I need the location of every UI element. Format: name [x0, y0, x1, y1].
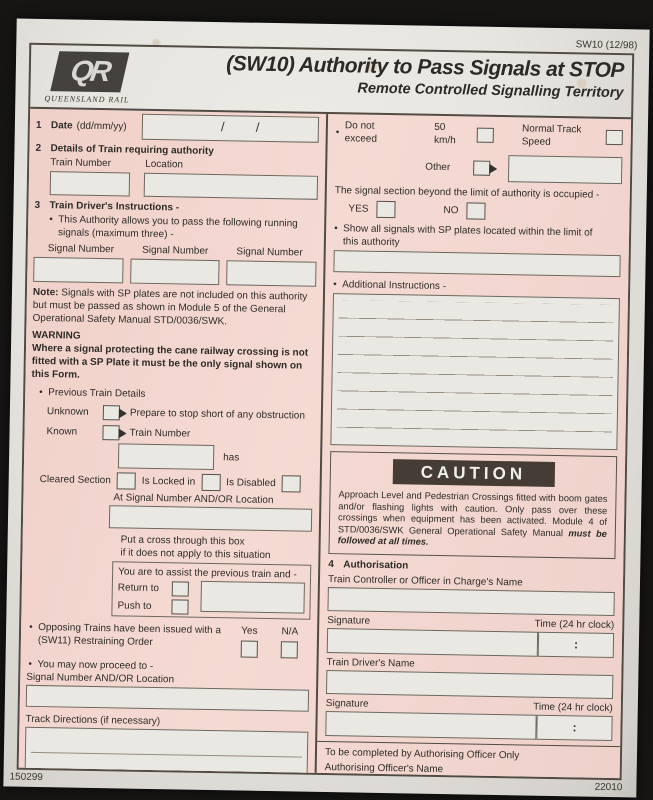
- title-block: [152, 47, 632, 101]
- driver-time-input[interactable]: [537, 714, 613, 740]
- additional-instructions-input[interactable]: [330, 293, 620, 450]
- signal-number-inputs: [33, 257, 316, 287]
- sp-plates-input[interactable]: [333, 250, 620, 277]
- section-1-number: 1: [35, 119, 42, 131]
- previous-train-bullet: [39, 386, 314, 404]
- form-subtitle: Remote Controlled Signalling Territory: [357, 80, 624, 102]
- officer-name-label: Authorising Officer's Name: [324, 761, 444, 775]
- authorising-officer-section: [315, 740, 620, 778]
- known-checkbox[interactable]: [102, 425, 119, 440]
- warning-label: WARNING: [32, 329, 81, 342]
- date-row: [36, 112, 319, 143]
- qr-logo-letters: QR: [68, 55, 112, 88]
- additional-instructions-label: Additional Instructions -: [342, 279, 447, 293]
- locked-in-checkbox[interactable]: [201, 474, 220, 491]
- section-2-number: 2: [35, 142, 42, 154]
- opposing-trains-row: [29, 621, 311, 659]
- occupied-yes-label: YES: [348, 203, 369, 215]
- signature-label: Signature: [327, 614, 371, 627]
- other-speed-input[interactable]: [508, 155, 622, 184]
- signal-3-input[interactable]: [226, 260, 316, 287]
- do-not-exceed-label: Do not exceed: [344, 120, 378, 145]
- left-column: [19, 109, 326, 773]
- paper-sheet: [3, 19, 649, 798]
- speed-row: [336, 119, 623, 150]
- unknown-action-text: Prepare to stop short of any obstruction: [129, 407, 306, 422]
- caution-emphasis: must be followed at all times.: [337, 527, 607, 547]
- disabled-label: Is Disabled: [226, 477, 276, 490]
- sp-plates-text: Show all signals with SP plates located within the limit of this authority: [342, 223, 593, 249]
- proceed-signal-input[interactable]: [26, 685, 309, 712]
- sw10-form: [17, 43, 635, 780]
- proceed-signal-label: Signal Number AND/OR Location: [26, 671, 175, 686]
- track-directions-label: Track Directions (if necessary): [25, 713, 161, 728]
- cleared-section-row: [40, 471, 313, 493]
- return-to-label: Return to: [117, 582, 160, 595]
- section-3-number: 3: [34, 199, 41, 211]
- return-to-checkbox[interactable]: [172, 581, 189, 596]
- occupied-no-label: NO: [443, 205, 459, 217]
- controller-signature-input[interactable]: [327, 628, 539, 657]
- section-4-number: 4: [328, 558, 334, 570]
- signal-number-label: Signal Number: [236, 246, 303, 259]
- time-label: Time (24 hr clock): [533, 701, 613, 714]
- cleared-section-label: Cleared Section: [39, 474, 111, 487]
- authority-bullet: [49, 213, 317, 244]
- location-input[interactable]: [144, 173, 318, 200]
- time-colon: :: [572, 719, 577, 734]
- form-body: [19, 107, 631, 778]
- bullet-dot: •: [333, 279, 337, 291]
- caution-section: [328, 451, 617, 558]
- locked-in-label: Is Locked in: [141, 475, 196, 488]
- proceed-text: You may now proceed to -: [37, 658, 154, 673]
- bullet-dot: •: [334, 223, 338, 235]
- logo-block: [44, 51, 153, 105]
- known-action-text: Train Number: [129, 427, 191, 440]
- opposing-yes-group: [229, 624, 270, 658]
- normal-track-speed-label: Normal Track Speed: [521, 123, 582, 148]
- assist-destination-input[interactable]: [200, 581, 305, 614]
- print-number-right: 22010: [594, 781, 623, 794]
- date-label: Date: [50, 119, 73, 132]
- warning-block: [31, 329, 315, 386]
- normal-track-speed-checkbox[interactable]: [606, 129, 623, 144]
- previous-train-number-input[interactable]: [118, 443, 214, 470]
- caution-body: Approach Level and Pedestrian Crossings fitted with boom gates and/or flashing lights with caution. Only pass over these crossings when equipment has been activated. Module 4 of STD/0036/SWK General Operational Safety Manual: [337, 489, 608, 538]
- opposing-na-checkbox[interactable]: [281, 641, 298, 658]
- unknown-label: Unknown: [46, 406, 89, 418]
- caution-banner: CAUTION: [392, 459, 554, 487]
- sp-note-text: Signals with SP plates are not included on this authority but must be passed as shown in Module 5 of the General Operational Safety Manual STD/0036/SWK.: [32, 287, 308, 328]
- opposing-line1: Opposing Trains have been issued with a: [38, 622, 222, 637]
- train-number-label: Train Number: [50, 157, 112, 170]
- time-label: Time (24 hr clock): [534, 618, 615, 631]
- other-checkbox[interactable]: [473, 161, 490, 176]
- controller-signature-row: [327, 628, 614, 658]
- cross-instruction: [120, 533, 311, 562]
- assist-previous-train-box[interactable]: [111, 561, 311, 619]
- push-to-checkbox[interactable]: [171, 599, 188, 614]
- opposing-na-label: N/A: [281, 626, 299, 638]
- driver-instructions-heading: Train Driver's Instructions -: [49, 200, 180, 214]
- at-signal-label: At Signal Number AND/OR Location: [113, 492, 274, 507]
- fifty-kmh-checkbox[interactable]: [477, 127, 494, 142]
- sp-note: [32, 286, 316, 330]
- train-number-input[interactable]: [50, 171, 130, 196]
- disabled-checkbox[interactable]: [282, 475, 301, 492]
- unknown-row: [47, 404, 314, 424]
- bullet-dot: •: [335, 126, 340, 138]
- queensland-rail-logo-icon: [50, 51, 129, 92]
- caution-text: [338, 489, 608, 551]
- opposing-yes-checkbox[interactable]: [240, 641, 257, 658]
- known-label: Known: [46, 426, 78, 438]
- track-directions-input[interactable]: [25, 727, 309, 773]
- signature-label: Signature: [325, 697, 369, 710]
- form-title: (SW10) Authority to Pass Signals at STOP: [226, 52, 625, 83]
- at-signal-input[interactable]: [109, 505, 312, 532]
- assist-label: You are to assist the previous train and -: [118, 566, 297, 581]
- opposing-yes-label: Yes: [241, 625, 258, 637]
- fifty-kmh-label: 50 km/h: [433, 121, 456, 147]
- date-input[interactable]: [142, 114, 319, 143]
- form-code: SW10 (12/98): [575, 39, 638, 52]
- occupied-yes-checkbox[interactable]: [376, 201, 395, 218]
- bullet-dot: •: [49, 214, 53, 226]
- other-label: Other: [425, 161, 451, 174]
- driver-signature-input[interactable]: [325, 711, 537, 740]
- location-label: Location: [145, 158, 184, 171]
- date-slash: /: [220, 119, 225, 135]
- previous-train-text: Previous Train Details: [48, 387, 146, 400]
- cleared-section-checkbox[interactable]: [117, 472, 136, 489]
- right-column: [315, 114, 631, 778]
- train-driver-name-label: Train Driver's Name: [326, 656, 415, 670]
- driver-signature-row: [325, 711, 612, 741]
- bullet-dot: •: [29, 621, 33, 633]
- warning-text: Where a signal protecting the cane railway crossing is not fitted with a SP Plate it must be the only signal shown on this Form.: [31, 342, 309, 381]
- print-number-left: 150299: [9, 771, 43, 784]
- date-format-hint: (dd/mm/yy): [76, 120, 127, 132]
- writing-lines: [336, 300, 613, 445]
- cross-instruction-line2: if it does not apply to this situation: [120, 547, 271, 562]
- signal-number-label: Signal Number: [142, 244, 209, 257]
- occupied-no-checkbox[interactable]: [466, 202, 485, 219]
- sp-plates-bullet: [334, 222, 621, 253]
- form-header: [30, 45, 632, 117]
- controller-name-label: Train Controller or Officer in Charge's Name: [327, 573, 523, 588]
- bullet-dot: •: [28, 658, 33, 670]
- other-speed-row: [425, 154, 622, 184]
- has-label: has: [223, 452, 240, 464]
- opposing-trains-text: [38, 621, 230, 657]
- authorisation-heading: Authorisation: [343, 558, 409, 571]
- controller-name-input[interactable]: [327, 587, 614, 616]
- opposing-line2: (SW11) Restraining Order: [37, 634, 153, 649]
- opposing-na-group: [269, 625, 310, 659]
- signal-number-label: Signal Number: [47, 243, 115, 256]
- bullet-dot: •: [39, 386, 43, 399]
- push-to-label: Push to: [117, 600, 152, 612]
- signal-1-input[interactable]: [33, 257, 123, 284]
- cross-instruction-line1: Put a cross through this box: [120, 534, 245, 548]
- date-slash: /: [255, 119, 260, 135]
- controller-time-input[interactable]: [538, 631, 614, 657]
- has-row: [118, 443, 313, 471]
- occupied-answer-row: [348, 200, 621, 222]
- logo-caption: QUEENSLAND RAIL: [44, 94, 130, 105]
- train-field-inputs: [50, 171, 318, 200]
- known-row: [46, 424, 313, 444]
- signal-2-input[interactable]: [130, 259, 220, 286]
- time-colon: :: [573, 636, 579, 651]
- train-driver-name-input[interactable]: [326, 670, 613, 699]
- train-details-heading: Details of Train requiring authority: [50, 143, 214, 157]
- unknown-checkbox[interactable]: [103, 405, 120, 420]
- occupied-question: The signal section beyond the limit of authority is occupied -: [334, 185, 600, 201]
- authority-bullet-text: This Authority allows you to pass the following running signals (maximum three) -: [57, 214, 298, 241]
- officer-only-heading: To be completed by Authorising Officer Only: [324, 746, 520, 761]
- sp-note-label: Note:: [32, 286, 59, 299]
